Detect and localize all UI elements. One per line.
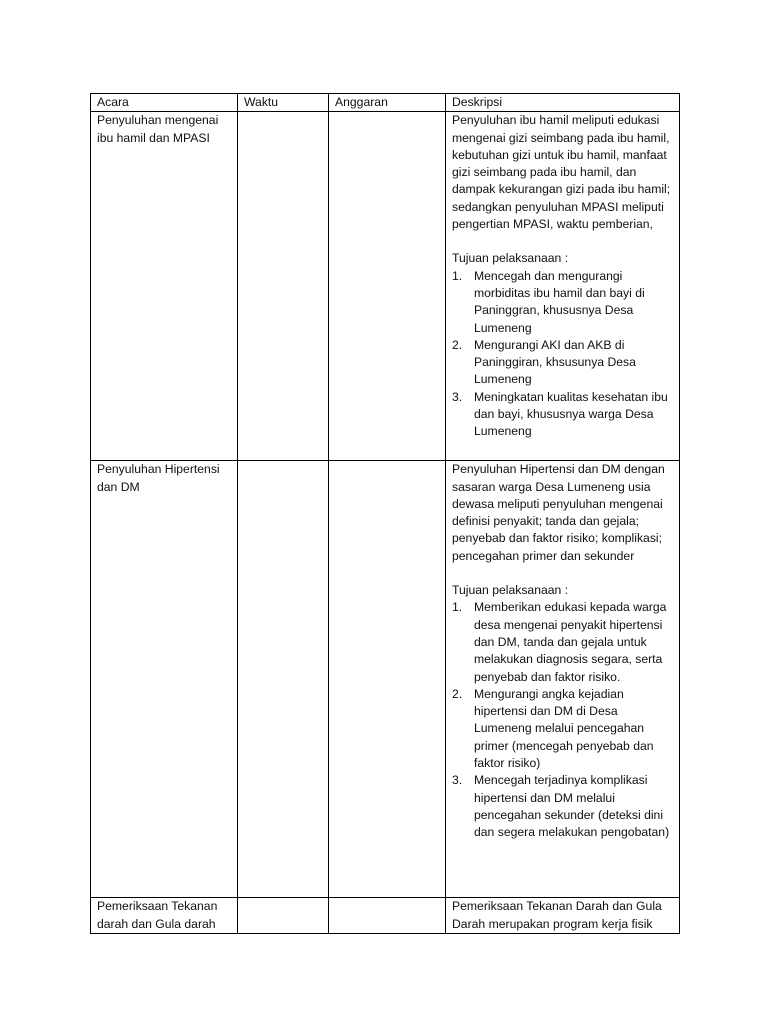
deskripsi-text: Penyuluhan Hipertensi dan DM dengan sasaran warga Desa Lumeneng usia dewasa meliputi penyuluhan mengenai definisi penyakit; tanda dan gejala; penyebab dan faktor risiko; komplikasi; pencegahan primer dan sekunder [452, 462, 665, 563]
header-waktu: Waktu [238, 94, 329, 112]
table-row [91, 112, 680, 461]
tujuan-list [452, 599, 677, 841]
list-text: Mengurangi angka kejadian hipertensi dan DM di Desa Lumeneng melalui pencegahan primer (mencegah penyebab dan faktor risiko) [474, 686, 654, 771]
anggaran-cell [329, 461, 446, 898]
list-number: 1. [452, 600, 463, 615]
list-item [452, 686, 677, 772]
list-number: 3. [452, 773, 463, 788]
table-row [91, 461, 680, 898]
waktu-cell [238, 112, 329, 461]
list-number: 3. [452, 389, 463, 404]
list-text: Meningkatan kualitas kesehatan ibu dan bayi, khususnya warga Desa Lumeneng [474, 389, 668, 439]
anggaran-cell [329, 898, 446, 934]
list-item [452, 599, 677, 685]
list-text: Mengurangi AKI dan AKB di Paninggiran, khsusunya Desa Lumeneng [474, 337, 636, 387]
waktu-cell [238, 898, 329, 934]
table-row [91, 898, 680, 934]
list-text: Memberikan edukasi kepada warga desa mengenai penyakit hipertensi dan DM, tanda dan gejala untuk melakukan diagnosis segara, serta penyebab dan faktor risiko. [474, 600, 667, 684]
list-item [452, 337, 677, 389]
waktu-cell [238, 461, 329, 898]
deskripsi-cell: Pemeriksaan Tekanan Darah dan Gula Darah merupakan program kerja fisik [446, 898, 680, 934]
list-number: 2. [452, 337, 463, 352]
table-header-row [91, 94, 680, 112]
list-item [452, 268, 677, 337]
acara-cell: Penyuluhan mengenai ibu hamil dan MPASI [91, 112, 238, 461]
list-number: 1. [452, 268, 463, 283]
acara-cell: Pemeriksaan Tekanan darah dan Gula darah [91, 898, 238, 934]
header-deskripsi: Deskripsi [446, 94, 680, 112]
spacer [452, 565, 677, 582]
list-text: Mencegah dan mengurangi morbiditas ibu hamil dan bayi di Paninggran, khususnya Desa Lumeneng [474, 268, 645, 335]
anggaran-cell [329, 112, 446, 461]
deskripsi-cell [446, 461, 680, 898]
list-text: Mencegah terjadinya komplikasi hipertensi dan DM melalui pencegahan sekunder (deteksi dini dan segera melakukan pengobatan) [474, 773, 670, 840]
acara-cell: Penyuluhan Hipertensi dan DM [91, 461, 238, 898]
tujuan-label: Tujuan pelaksanaan : [452, 251, 569, 266]
list-item [452, 389, 677, 441]
list-item [452, 772, 677, 841]
tujuan-list [452, 268, 677, 441]
list-number: 2. [452, 686, 463, 701]
deskripsi-cell [446, 112, 680, 461]
tujuan-label: Tujuan pelaksanaan : [452, 583, 569, 598]
deskripsi-text: Penyuluhan ibu hamil meliputi edukasi mengenai gizi seimbang pada ibu hamil, kebutuhan gizi untuk ibu hamil, manfaat gizi seimbang pada ibu hamil, dan dampak kekurangan gizi pada ibu hamil; sedangkan penyuluhan MPASI meliputi pengertian MPASI, waktu pemberian, [452, 113, 671, 232]
header-anggaran: Anggaran [329, 94, 446, 112]
spacer [452, 233, 677, 250]
program-table [90, 93, 680, 934]
header-acara: Acara [91, 94, 238, 112]
